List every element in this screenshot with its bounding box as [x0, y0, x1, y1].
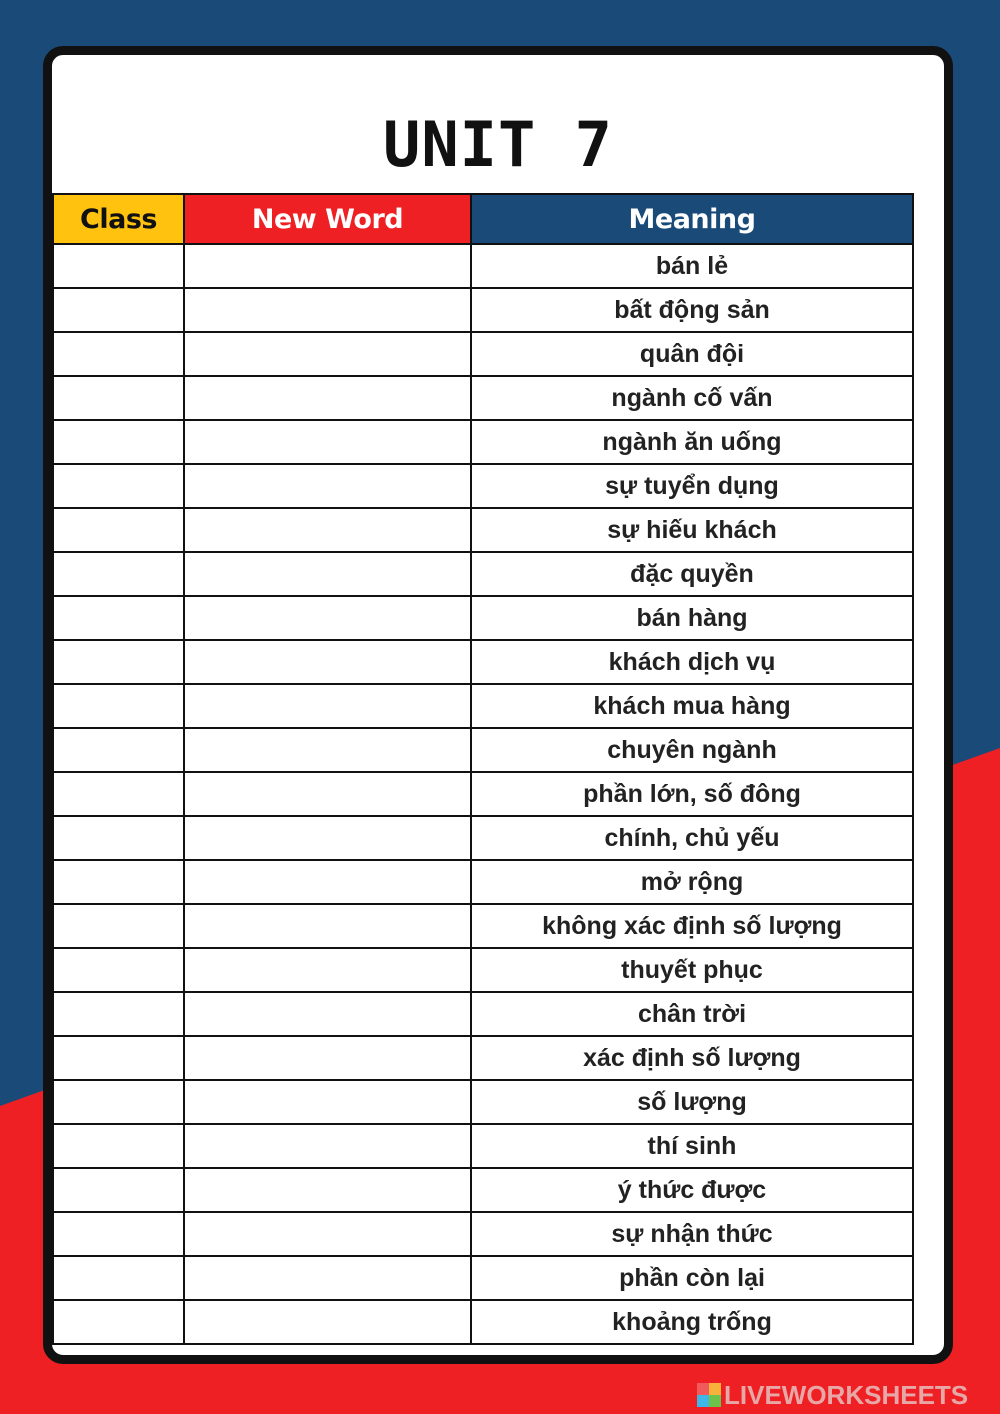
new-word-cell[interactable]: [184, 860, 471, 904]
meaning-cell: chính, chủ yếu: [471, 816, 913, 860]
class-cell[interactable]: [53, 1036, 184, 1080]
meaning-cell: chuyên ngành: [471, 728, 913, 772]
class-cell[interactable]: [53, 508, 184, 552]
meaning-cell: chân trời: [471, 992, 913, 1036]
worksheet-title: UNIT 7: [383, 108, 613, 181]
meaning-cell: không xác định số lượng: [471, 904, 913, 948]
table-row: [53, 596, 913, 640]
liveworksheets-brand-text: LIVEWORKSHEETS: [724, 1379, 969, 1410]
table-row: [53, 376, 913, 420]
table-row: [53, 1256, 913, 1300]
table-row: [53, 1300, 913, 1344]
table-row: [53, 1168, 913, 1212]
table-row: [53, 948, 913, 992]
new-word-cell[interactable]: [184, 816, 471, 860]
class-cell[interactable]: [53, 376, 184, 420]
new-word-cell[interactable]: [184, 508, 471, 552]
new-word-cell[interactable]: [184, 1124, 471, 1168]
table-row: [53, 816, 913, 860]
meaning-cell: phần còn lại: [471, 1256, 913, 1300]
table-row: [53, 552, 913, 596]
new-word-cell[interactable]: [184, 596, 471, 640]
class-cell[interactable]: [53, 244, 184, 288]
meaning-cell: quân đội: [471, 332, 913, 376]
table-row: [53, 464, 913, 508]
meaning-cell: bán hàng: [471, 596, 913, 640]
class-cell[interactable]: [53, 816, 184, 860]
class-cell[interactable]: [53, 1212, 184, 1256]
meaning-cell: ý thức được: [471, 1168, 913, 1212]
table-row: [53, 992, 913, 1036]
table-row: [53, 904, 913, 948]
table-row: [53, 1080, 913, 1124]
meaning-cell: thí sinh: [471, 1124, 913, 1168]
table-row: [53, 772, 913, 816]
table-row: [53, 728, 913, 772]
table-row: [53, 1212, 913, 1256]
liveworksheets-logo: [697, 1380, 968, 1410]
table-row: [53, 1036, 913, 1080]
table-row: [53, 244, 913, 288]
meaning-cell: ngành ăn uống: [471, 420, 913, 464]
class-cell[interactable]: [53, 1080, 184, 1124]
class-cell[interactable]: [53, 904, 184, 948]
vocabulary-table: [52, 193, 914, 1345]
new-word-cell[interactable]: [184, 464, 471, 508]
meaning-cell: khách dịch vụ: [471, 640, 913, 684]
class-cell[interactable]: [53, 596, 184, 640]
new-word-cell[interactable]: [184, 1300, 471, 1344]
new-word-cell[interactable]: [184, 1256, 471, 1300]
meaning-cell: sự nhận thức: [471, 1212, 913, 1256]
class-cell[interactable]: [53, 464, 184, 508]
new-word-cell[interactable]: [184, 1212, 471, 1256]
new-word-cell[interactable]: [184, 1168, 471, 1212]
meaning-cell: sự tuyển dụng: [471, 464, 913, 508]
new-word-cell[interactable]: [184, 1080, 471, 1124]
meaning-cell: xác định số lượng: [471, 1036, 913, 1080]
meaning-cell: mở rộng: [471, 860, 913, 904]
class-cell[interactable]: [53, 860, 184, 904]
new-word-cell[interactable]: [184, 948, 471, 992]
class-cell[interactable]: [53, 1168, 184, 1212]
table-row: [53, 1124, 913, 1168]
column-header-class: Class: [53, 194, 184, 244]
column-header-new-word: New Word: [184, 194, 471, 244]
class-cell[interactable]: [53, 640, 184, 684]
column-header-meaning: Meaning: [471, 194, 913, 244]
meaning-cell: bất động sản: [471, 288, 913, 332]
class-cell[interactable]: [53, 552, 184, 596]
table-row: [53, 332, 913, 376]
class-cell[interactable]: [53, 728, 184, 772]
meaning-cell: sự hiếu khách: [471, 508, 913, 552]
class-cell[interactable]: [53, 332, 184, 376]
meaning-cell: số lượng: [471, 1080, 913, 1124]
class-cell[interactable]: [53, 1124, 184, 1168]
new-word-cell[interactable]: [184, 244, 471, 288]
meaning-cell: bán lẻ: [471, 244, 913, 288]
new-word-cell[interactable]: [184, 772, 471, 816]
new-word-cell[interactable]: [184, 640, 471, 684]
new-word-cell[interactable]: [184, 1036, 471, 1080]
table-row: [53, 640, 913, 684]
meaning-cell: khách mua hàng: [471, 684, 913, 728]
new-word-cell[interactable]: [184, 552, 471, 596]
table-row: [53, 508, 913, 552]
worksheet-card: [43, 46, 953, 1364]
table-row: [53, 860, 913, 904]
new-word-cell[interactable]: [184, 904, 471, 948]
class-cell[interactable]: [53, 1300, 184, 1344]
meaning-cell: khoảng trống: [471, 1300, 913, 1344]
class-cell[interactable]: [53, 288, 184, 332]
table-header-row: [53, 194, 913, 244]
class-cell[interactable]: [53, 684, 184, 728]
new-word-cell[interactable]: [184, 420, 471, 464]
new-word-cell[interactable]: [184, 992, 471, 1036]
new-word-cell[interactable]: [184, 684, 471, 728]
class-cell[interactable]: [53, 1256, 184, 1300]
new-word-cell[interactable]: [184, 332, 471, 376]
class-cell[interactable]: [53, 420, 184, 464]
new-word-cell[interactable]: [184, 728, 471, 772]
class-cell[interactable]: [53, 772, 184, 816]
meaning-cell: thuyết phục: [471, 948, 913, 992]
meaning-cell: ngành cố vấn: [471, 376, 913, 420]
table-row: [53, 684, 913, 728]
table-row: [53, 288, 913, 332]
table-row: [53, 420, 913, 464]
new-word-cell[interactable]: [184, 288, 471, 332]
meaning-cell: phần lớn, số đông: [471, 772, 913, 816]
class-cell[interactable]: [53, 948, 184, 992]
liveworksheets-logo-icon: [697, 1383, 721, 1407]
new-word-cell[interactable]: [184, 376, 471, 420]
meaning-cell: đặc quyền: [471, 552, 913, 596]
class-cell[interactable]: [53, 992, 184, 1036]
